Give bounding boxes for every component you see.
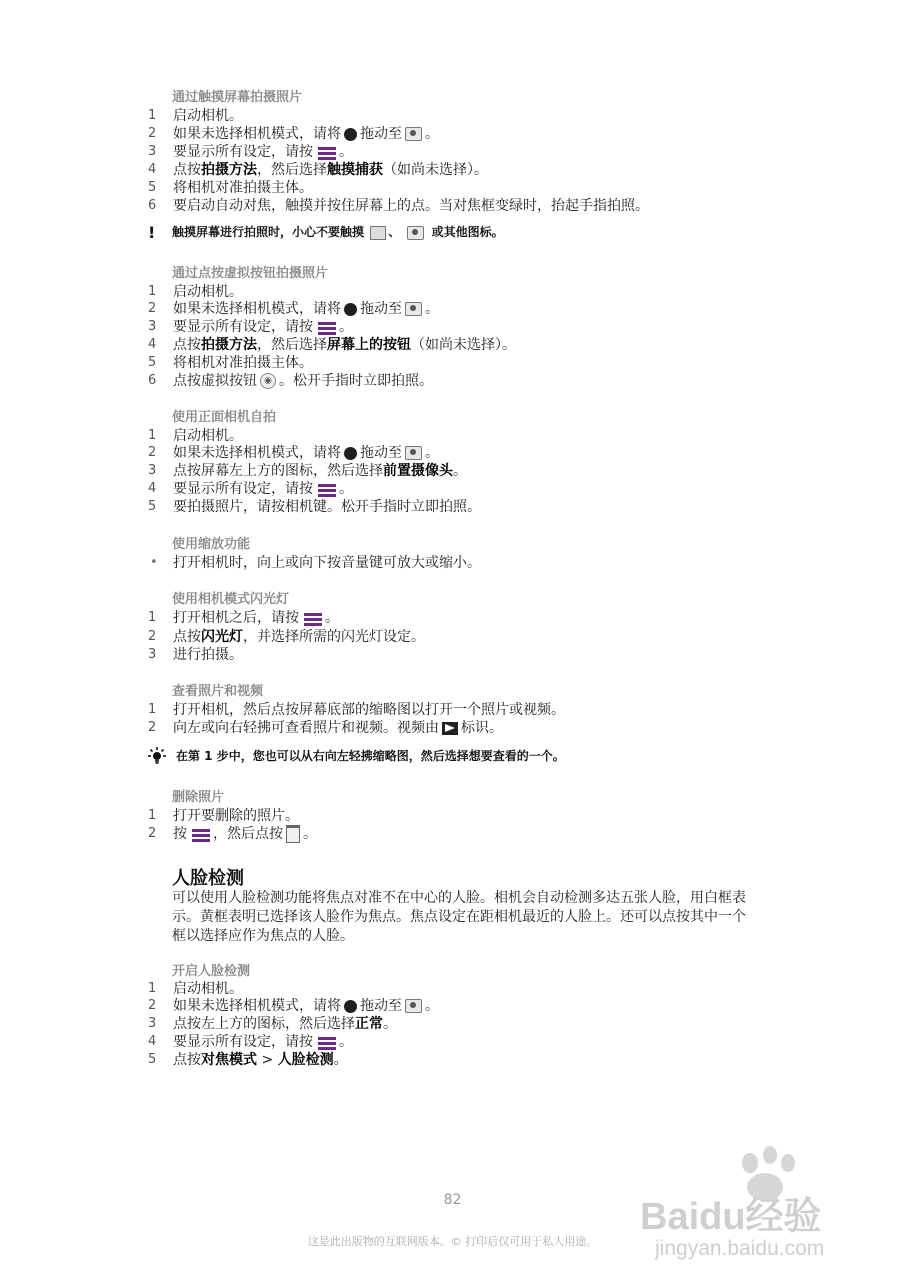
step-text: 如果未选择相机模式，请将 — [173, 998, 341, 1014]
step-number: 3 — [148, 647, 157, 662]
step-text: 拖动至 — [360, 301, 402, 317]
section-heading-front-camera: 使用正面相机自拍 — [172, 410, 277, 425]
step-number: 1 — [148, 428, 157, 443]
step-text: 。 — [333, 1052, 348, 1068]
step-text: ，然后选择 — [257, 162, 327, 178]
step-number: 6 — [148, 373, 157, 388]
step-text: 。 — [383, 1016, 397, 1032]
step-number: 6 — [148, 198, 157, 213]
section-heading-touch-capture: 通过触摸屏幕拍摄照片 — [172, 90, 303, 105]
step-text: 打开要删除的照片。 — [173, 808, 299, 824]
step-number: 1 — [148, 610, 157, 625]
step-text: 要启动自动对焦，触摸并按住屏幕上的点。当对焦框变绿时，抬起手指拍照。 — [173, 198, 649, 214]
step-number: 4 — [148, 337, 157, 352]
step-text: 将相机对准拍摄主体。 — [173, 355, 313, 371]
step-text: ，并选择所需的闪光灯设定。 — [243, 629, 425, 645]
camera-mode-icon — [405, 999, 422, 1013]
slider-knob-icon — [344, 303, 357, 316]
warning-icon: ! — [148, 223, 156, 242]
section-heading-delete: 删除照片 — [172, 790, 225, 805]
step-text: 启动相机。 — [173, 284, 243, 300]
step-text: 点按左上方的图标，然后选择 — [173, 1016, 355, 1032]
page-number: 82 — [443, 1192, 462, 1208]
step-text: 拖动至 — [360, 998, 402, 1014]
section-title: 人脸检测 — [172, 868, 244, 889]
baidu-watermark — [640, 1145, 870, 1270]
slider-knob-icon — [344, 1000, 357, 1013]
option-name: 对焦模式 — [201, 1052, 257, 1068]
step-text: 要显示所有设定，请按 — [173, 144, 313, 160]
step-text: 。 — [425, 998, 439, 1014]
camera-mode-icon — [405, 127, 422, 141]
step-number: 5 — [148, 1052, 157, 1067]
step-number: 2 — [148, 826, 157, 841]
step-number: 4 — [148, 162, 157, 177]
paragraph: 可以使用人脸检测功能将焦点对准不在中心的人脸。相机会自动检测多达五张人脸，用白框表示。黄框表明已选择该人脸作为焦点。焦点设定在距相机最近的人脸上。还可以点按其中一个框以选择应作为焦点的人脸。 — [172, 890, 746, 944]
step-number: 3 — [148, 463, 157, 478]
step-text: 按 — [173, 826, 187, 842]
step-number: 3 — [148, 144, 157, 159]
menu-icon — [190, 826, 210, 842]
menu-icon — [316, 1034, 336, 1050]
step-text: 拖动至 — [360, 445, 402, 461]
step-number: 1 — [148, 808, 157, 823]
step-text: 启动相机。 — [173, 108, 243, 124]
option-name: 前置摄像头 — [383, 463, 453, 479]
bullet-marker: • — [150, 555, 158, 570]
virtual-shutter-button-icon: ◉ — [260, 373, 276, 389]
settings-screen-icon — [370, 226, 386, 240]
step-number: 5 — [148, 180, 157, 195]
step-number: 2 — [148, 301, 157, 316]
option-name: 闪光灯 — [201, 629, 243, 645]
camera-mode-icon — [405, 446, 422, 460]
note-text: 或其他图标。 — [431, 225, 504, 239]
step-text: 点按 — [173, 162, 201, 178]
step-text: 。松开手指时立即拍照。 — [279, 373, 433, 389]
option-name: 屏幕上的按钮 — [327, 337, 411, 353]
step-text: （如尚未选择）。 — [411, 337, 516, 353]
step-text: 打开相机之后，请按 — [173, 610, 299, 626]
step-number: 2 — [148, 720, 157, 735]
camera-mode-icon — [405, 302, 422, 316]
step-text: 点按屏幕左上方的图标，然后选择 — [173, 463, 383, 479]
step-number: 5 — [148, 499, 157, 514]
option-name: 人脸检测 — [277, 1052, 334, 1068]
step-text: 向左或向右轻拂可查看照片和视频。视频由 — [173, 720, 439, 736]
menu-icon — [316, 144, 336, 160]
step-text: 要显示所有设定，请按 — [173, 1034, 313, 1050]
step-text: 点按 — [173, 1052, 201, 1068]
step-text: 拖动至 — [360, 126, 402, 142]
menu-icon — [316, 481, 336, 497]
step-number: 3 — [148, 319, 157, 334]
slider-knob-icon — [344, 447, 357, 460]
step-text: 点按虚拟按钮 — [173, 373, 257, 389]
step-text: 要拍摄照片，请按相机键。松开手指时立即拍照。 — [173, 499, 481, 515]
watermark-logo: Baidu经验 — [640, 1196, 822, 1238]
section-heading-enable-face-detection: 开启人脸检测 — [172, 964, 251, 979]
section-heading-zoom: 使用缩放功能 — [172, 537, 251, 552]
step-text: 。 — [339, 319, 353, 335]
footer-note: 这是此出版物的互联网版本。© 打印后仅可用于私人用途。 — [307, 1235, 598, 1248]
step-text: > — [257, 1052, 278, 1068]
step-number: 1 — [148, 702, 157, 717]
step-text: 。 — [303, 826, 317, 842]
step-text: 。 — [425, 301, 439, 317]
step-text: 进行拍摄。 — [173, 647, 243, 663]
step-text: 打开相机，然后点按屏幕底部的缩略图以打开一个照片或视频。 — [173, 702, 565, 718]
step-number: 1 — [148, 108, 157, 123]
section-heading-view-photos: 查看照片和视频 — [172, 684, 264, 699]
trash-icon — [286, 825, 300, 843]
step-text: 将相机对准拍摄主体。 — [173, 180, 313, 196]
step-text: 启动相机。 — [173, 981, 243, 997]
step-text: 打开相机时，向上或向下按音量键可放大或缩小。 — [173, 555, 481, 571]
step-number: 5 — [148, 355, 157, 370]
step-text: 。 — [425, 126, 439, 142]
step-text: 如果未选择相机模式，请将 — [173, 445, 341, 461]
step-text: ，然后选择 — [257, 337, 327, 353]
watermark-url: jingyan.baidu.com — [655, 1237, 825, 1260]
step-number: 3 — [148, 1016, 157, 1031]
tip-text: 在第 1 步中，您也可以从右向左轻拂缩略图，然后选择想要查看的一个。 — [176, 749, 565, 763]
step-number: 4 — [148, 481, 157, 496]
step-number: 2 — [148, 998, 157, 1013]
step-number: 1 — [148, 981, 157, 996]
option-name: 正常 — [355, 1016, 383, 1032]
step-text: 标识。 — [461, 720, 503, 736]
slider-knob-icon — [344, 128, 357, 141]
step-text: 。 — [339, 481, 353, 497]
step-number: 2 — [148, 126, 157, 141]
step-number: 2 — [148, 629, 157, 644]
step-number: 2 — [148, 445, 157, 460]
step-text: 点按 — [173, 337, 201, 353]
step-text: ，然后点按 — [213, 826, 283, 842]
step-text: 。 — [325, 610, 339, 626]
step-text: 。 — [339, 144, 353, 160]
step-number: 1 — [148, 284, 157, 299]
note-text: 触摸屏幕进行拍照时，小心不要触摸 — [172, 225, 365, 239]
video-play-icon — [442, 722, 458, 735]
step-number: 4 — [148, 1034, 157, 1049]
note-text: 、 — [388, 225, 401, 239]
step-text: 。 — [339, 1034, 353, 1050]
step-text: 启动相机。 — [173, 428, 243, 444]
camera-mode-icon — [407, 226, 424, 240]
step-text: 。 — [425, 445, 439, 461]
step-text: 如果未选择相机模式，请将 — [173, 301, 341, 317]
option-name: 拍摄方法 — [201, 337, 257, 353]
section-heading-virtual-button: 通过点按虚拟按钮拍摄照片 — [172, 266, 329, 281]
menu-icon — [302, 610, 322, 626]
menu-icon — [316, 319, 336, 335]
section-heading-flash: 使用相机模式闪光灯 — [172, 592, 290, 607]
step-text: 要显示所有设定，请按 — [173, 481, 313, 497]
step-text: 。 — [453, 463, 467, 479]
step-text: 如果未选择相机模式，请将 — [173, 126, 341, 142]
step-text: 要显示所有设定，请按 — [173, 319, 313, 335]
tip-lightbulb-icon — [148, 747, 166, 769]
option-name: 拍摄方法 — [201, 162, 257, 178]
step-text: （如尚未选择）。 — [383, 162, 488, 178]
step-text: 点按 — [173, 629, 201, 645]
option-name: 触摸捕获 — [327, 162, 383, 178]
